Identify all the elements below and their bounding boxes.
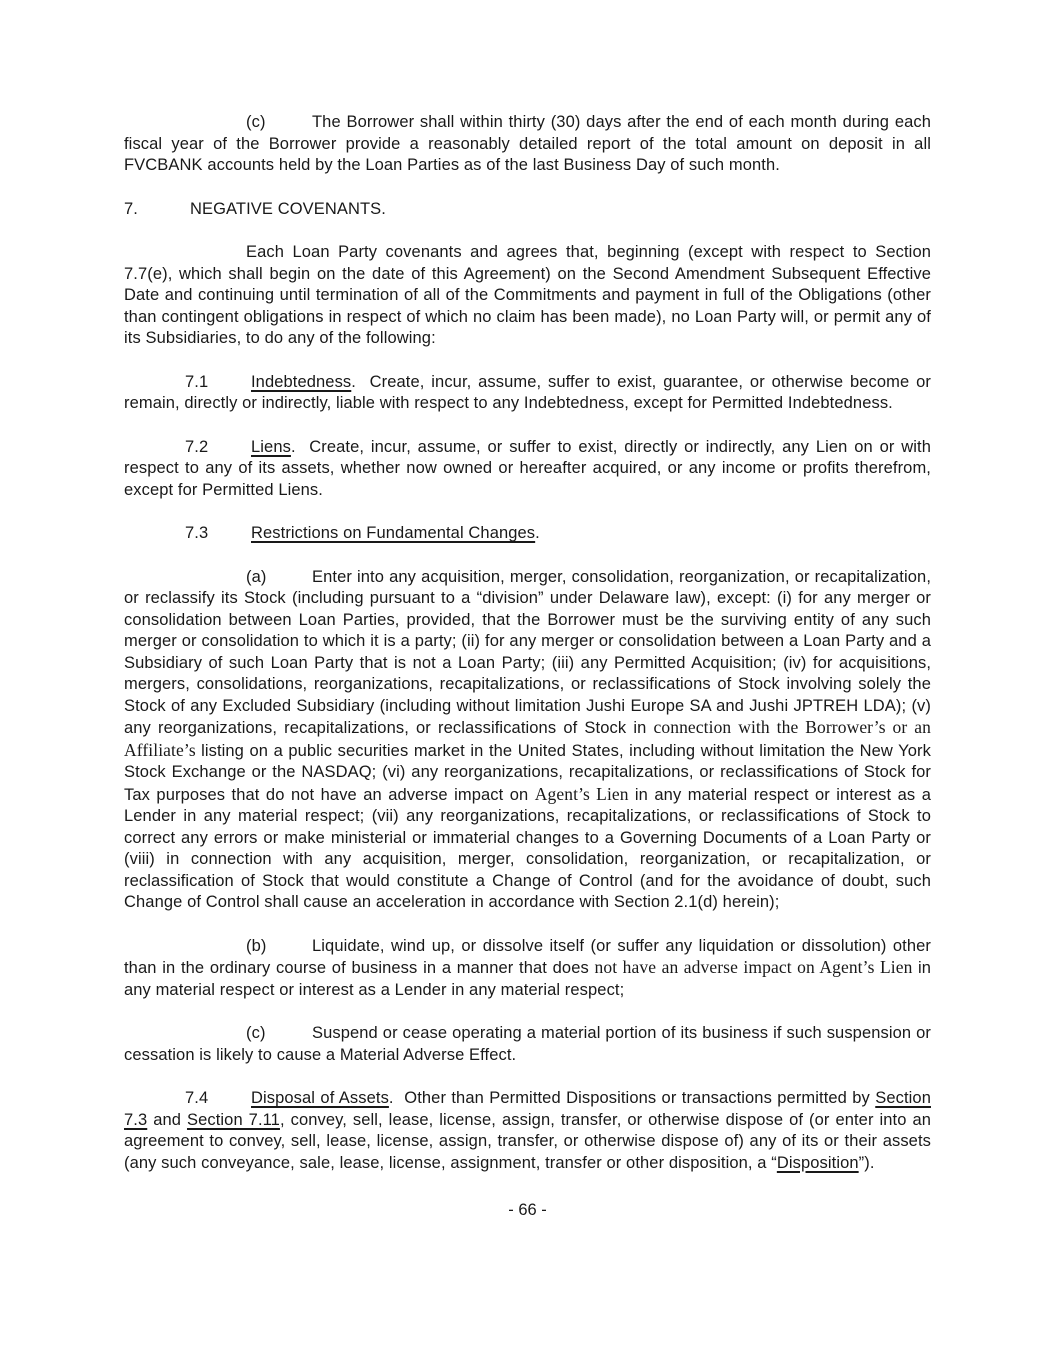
paragraph-label: (c) [246,1024,266,1042]
text-run: in any material respect or interest as a Lender in any material respect; [124,959,931,999]
text-run: and [147,1110,187,1129]
text-run: Section 7.11 [186,1110,280,1129]
text-run: Section 7.3 [124,1089,931,1129]
para-7-1-indebtedness [124,372,931,415]
para-c-monthly-report [124,112,931,177]
paragraph-label: (b) [246,936,267,955]
text-run: Disposition [776,1153,859,1172]
paragraph-label: 7. [124,199,138,218]
paragraph-label: (c) [246,113,266,131]
text-run: . Other than Permitted Dispositions or transactions permitted by [388,1089,876,1107]
text-run: listing on a public securities market in the United States, including without limitation the New York Stock Exchange or the NASDAQ; (vi) any reorganizations, recapitalizations, or reclassifications of Stock for Tax purposes that do not have an adverse impact on [124,741,931,804]
heading-7-3-restrictions [124,523,931,545]
text-run: . Create, incur, assume, suffer to exist, guarantee, or otherwise become or remain, directly or indirectly, liable with respect to any Indebtedness, except for Permitted Indebtedness. [124,372,931,412]
text-run: ”). [858,1153,875,1172]
text-run: Agent’s Lien [534,783,635,804]
text-run: The Borrower shall within thirty (30) days after the end of each month during each fiscal year of the Borrower provide a reasonably detailed report of the total amount on deposit in all FVCBANK accounts held by the Loan Parties as of the last Business Day of such month. [124,113,931,174]
text-run: Restrictions on Fundamental Changes [251,524,536,542]
para-a-fundamental-changes [124,567,931,914]
page-number: - 66 - [508,1201,547,1219]
para-b-liquidate [124,936,931,1002]
paragraph-label: 7.2 [185,437,209,456]
text-run: in any material respect or interest as a Lender in any material respect; (vii) any reorganizations, recapitalizations, or reclassifications of Stock to correct any errors or make ministerial or immaterial changes to a Governing Documents of a Loan Party or (viii) in connection with any acquisition, merger, consolidation, reorganization, or recapitalization, or reclassification of Stock that would constitute a Change of Control (and for the avoidance of doubt, such Change of Control shall cause an acceleration in accordance with Section 2.1(d) herein); [124,785,932,911]
paragraph-label: 7.1 [185,372,209,391]
text-run: Liquidate, wind up, or dissolve itself (or suffer any liquidation or dissolution) other than in the ordinary course of business in a manner that does [124,936,931,977]
heading-negative-covenants [124,199,931,221]
text-run: Enter into any acquisition, merger, consolidation, reorganization, or recapitalization, or reclassify its Stock (including pursuant to a “division” under Delaware law), except: (i) for any merger or consolidation between Loan Parties, provided, that the Borrower must be the surviving entity of any such merger or consolidation to which it is a party; (ii) for any merger or consolidation between a Loan Party and a Subsidiary of such Loan Party that is not a Loan Party; (iii) any Permitted Acquisition; (iv) for acquisitions, mergers, consolidations, reorganizations, recapitalizations, or reclassifications of Stock involving solely the Stock of any Excluded Subsidiary (including without limitation Jushi Europe SA and Jushi JPTREH LDA); (v) any reorganizations, recapitalizations, or reclassifications of Stock in [124,567,931,737]
paragraph-label: 7.3 [185,524,209,542]
text-run: not have an adverse impact on Agent’s Lien [594,957,918,977]
text-run: Disposal of Assets [251,1089,389,1107]
para-each-loan-party [124,242,931,350]
text-run: Liens [251,437,291,456]
text-run: Each Loan Party covenants and agrees that, beginning (except with respect to Section 7.7(e), which shall begin on the date of this Agreement) on the Second Amendment Subsequent Effective Date and continuing until termination of all of the Commitments and payment in full of the Obligations (other than contingent obligations in respect of which no claim has been made), no Loan Party will, or permit any of its Subsidiaries, to do any of the following: [124,243,931,347]
para-c-suspend [124,1023,931,1066]
text-run: Suspend or cease operating a material portion of its business if such suspension or cessation is likely to cause a Material Adverse Effect. [124,1024,931,1064]
text-run: connection with the Borrower’s or an Affiliate’s [124,717,931,760]
text-run: . [535,524,540,542]
text-run: , convey, sell, lease, license, assign, transfer, or otherwise dispose of (or enter into an agreement to convey, sell, lease, license, assign, transfer, or otherwise dispose of) any of its or their assets (any such conveyance, sale, lease, license, assignment, transfer or other disposition, a “ [124,1110,931,1172]
para-7-2-liens [124,437,931,502]
paragraph-label: 7.4 [185,1089,209,1107]
text-run: . Create, incur, assume, or suffer to exist, directly or indirectly, any Lien on or with respect to any of its assets, whether now owned or hereafter acquired, or any income or profits therefrom, except for Permitted Liens. [124,437,931,499]
para-7-4-disposal [124,1088,931,1174]
paragraph-label: (a) [246,567,267,586]
text-run: NEGATIVE COVENANTS. [190,199,386,218]
text-run: Indebtedness [251,372,352,391]
